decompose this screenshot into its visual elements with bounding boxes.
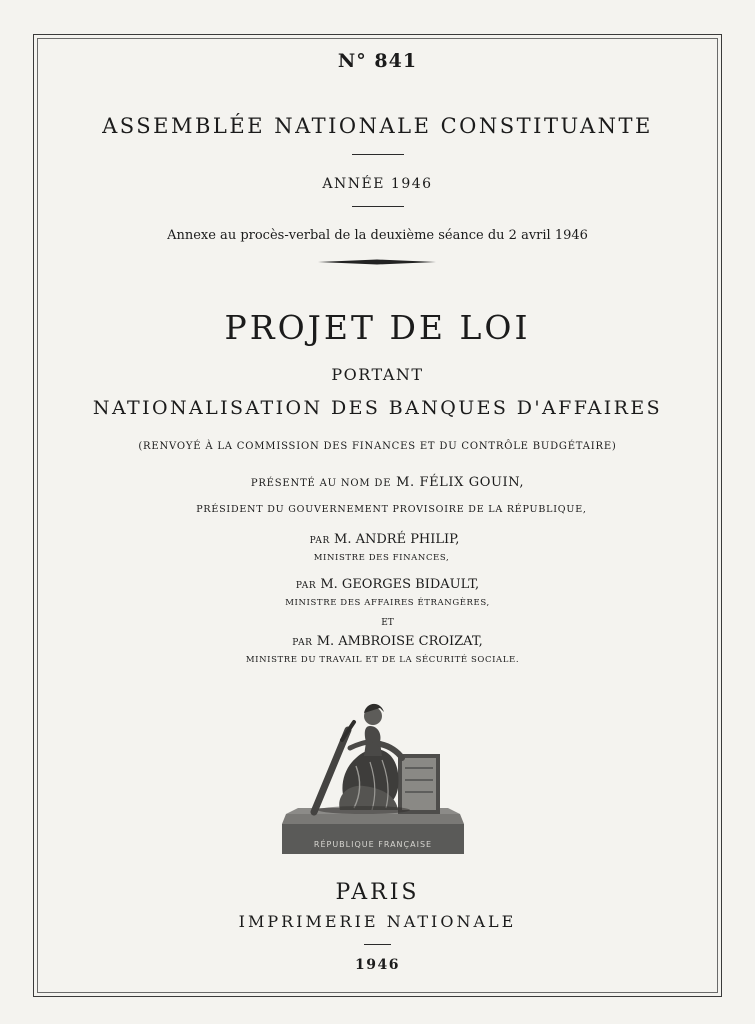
- par-label: PAR: [292, 638, 313, 648]
- minister-role: MINISTRE DES AFFAIRES ÉTRANGÈRES,: [285, 598, 490, 608]
- divider: [364, 944, 391, 945]
- document-title: PROJET DE LOI: [224, 308, 531, 347]
- divider: [352, 154, 404, 155]
- par-label: PAR: [309, 536, 330, 546]
- title-connector: PORTANT: [331, 365, 424, 384]
- document-number: N° 841: [337, 50, 418, 72]
- presented-line: [0, 475, 755, 490]
- annex-note: Annexe au procès-verbal de la deuxième séance du 2 avril 1946: [167, 228, 588, 243]
- minister-name: M. ANDRÉ PHILIP,: [334, 532, 460, 547]
- minister-line: [0, 634, 755, 649]
- ornamental-rule: [318, 258, 436, 266]
- minister-line: [0, 577, 755, 592]
- printer-name: IMPRIMERIE NATIONALE: [238, 912, 517, 931]
- publication-city: PARIS: [335, 880, 420, 905]
- session-year: ANNÉE 1946: [322, 176, 433, 192]
- bill-subject: NATIONALISATION DES BANQUES D'AFFAIRES: [92, 397, 663, 419]
- divider: [352, 206, 404, 207]
- president-title: PRÉSIDENT DU GOUVERNEMENT PROVISOIRE DE LA RÉPUBLIQUE,: [196, 504, 587, 515]
- pedestal-inscription: RÉPUBLIQUE FRANÇAISE: [313, 840, 433, 849]
- presented-label: PRÉSENTÉ AU NOM DE: [250, 478, 392, 489]
- president-name: M. FÉLIX GOUIN,: [396, 475, 525, 490]
- publication-year: 1946: [355, 957, 400, 973]
- et-label: ET: [381, 618, 394, 628]
- committee-referral: (RENVOYÉ À LA COMMISSION DES FINANCES ET DU CONTRÔLE BUDGÉTAIRE): [138, 441, 617, 452]
- assembly-name: ASSEMBLÉE NATIONALE CONSTITUANTE: [102, 114, 653, 138]
- minister-line: [0, 532, 755, 547]
- par-label: PAR: [295, 581, 317, 591]
- minister-role: MINISTRE DES FINANCES,: [313, 553, 450, 563]
- minister-name: M. GEORGES BIDAULT,: [320, 577, 480, 592]
- minister-name: M. AMBROISE CROIZAT,: [316, 634, 483, 649]
- republic-emblem-illustration: [278, 696, 468, 856]
- minister-role: MINISTRE DU TRAVAIL ET DE LA SÉCURITÉ SOCIALE.: [245, 655, 520, 665]
